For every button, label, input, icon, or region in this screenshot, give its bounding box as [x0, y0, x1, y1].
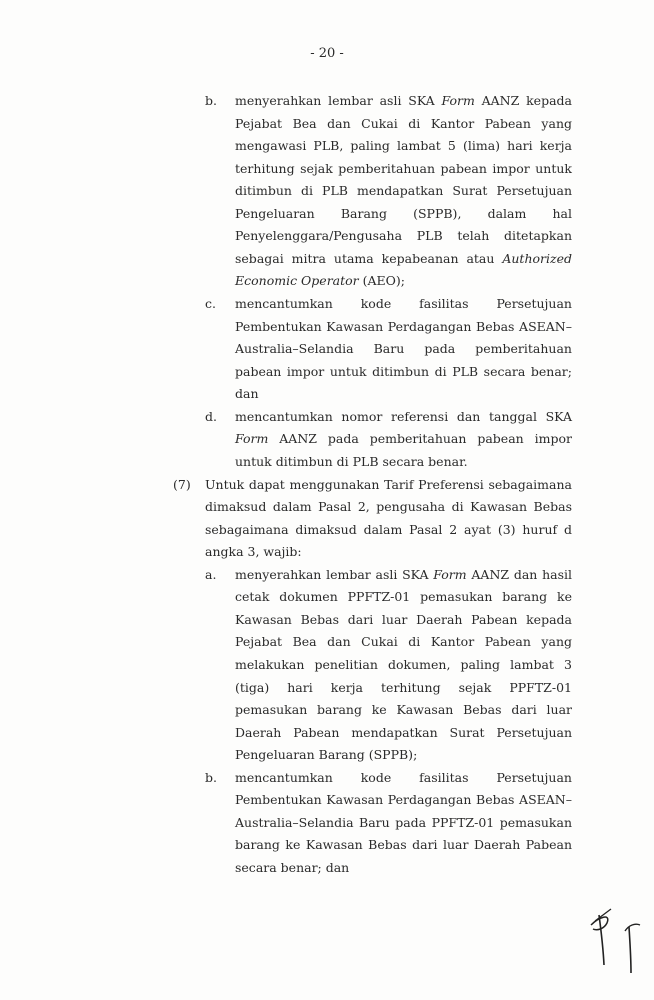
text-segment: menyerahkan lembar asli SKA — [235, 566, 434, 582]
text-segment: melakukan penelitian dokumen, paling lambat 3 — [235, 657, 572, 672]
text-line — [235, 113, 572, 136]
text-line — [235, 338, 572, 361]
text-line — [235, 316, 572, 339]
text-line — [235, 270, 572, 293]
text-line — [235, 699, 572, 722]
text-segment: (AEO); — [358, 273, 405, 289]
text-line — [235, 406, 572, 429]
text-segment: mencantumkan kode fasilitas Persetujuan — [235, 769, 572, 785]
text-line — [235, 857, 572, 880]
text-line — [235, 812, 572, 835]
item-label: b. — [205, 769, 217, 785]
text-line — [235, 158, 572, 181]
text-line — [235, 744, 572, 767]
text-segment: Pengeluaran Barang (SPPB); — [235, 747, 418, 763]
text-segment: untuk ditimbun di PLB secara benar. — [235, 453, 468, 469]
text-segment: angka 3, wajib: — [205, 544, 302, 560]
text-segment: Australia–Selandia Baru pada PPFTZ-01 pemasukan — [235, 814, 572, 830]
text-line — [235, 654, 572, 677]
text-segment: AANZ dan hasil — [466, 566, 572, 582]
text-segment: terhitung sejak pemberitahuan pabean impor untuk — [235, 160, 572, 176]
text-line — [235, 90, 572, 113]
italic-text: Form — [433, 566, 467, 582]
text-segment: AANZ kepada — [474, 93, 572, 108]
text-segment: sebagai mitra utama kepabeanan atau — [235, 250, 503, 266]
text-segment: pemasukan barang ke Kawasan Bebas dari luar — [235, 702, 572, 718]
text-segment: Daerah Pabean mendapatkan Surat Persetujuan — [235, 724, 572, 740]
text-segment: dan — [235, 386, 259, 402]
text-segment: Pejabat Bea dan Cukai di Kantor Pabean yang — [235, 115, 572, 131]
text-line — [235, 293, 572, 316]
text-segment: secara benar; dan — [235, 860, 350, 876]
text-line — [235, 631, 572, 654]
text-segment: menyerahkan lembar asli SKA — [235, 93, 442, 108]
text-segment: Australia–Selandia Baru pada pemberitahuan — [235, 341, 572, 357]
text-line — [235, 383, 572, 406]
text-line — [235, 564, 572, 587]
text-line — [235, 609, 572, 632]
item-label: d. — [205, 408, 217, 424]
text-segment: AANZ pada pemberitahuan pabean impor — [268, 431, 572, 447]
item-label: (7) — [173, 476, 191, 492]
text-line — [235, 677, 572, 700]
text-line — [235, 203, 572, 226]
text-segment: Pejabat Bea dan Cukai di Kantor Pabean yang — [235, 634, 572, 650]
text-segment: cetak dokumen PPFTZ-01 pemasukan barang ke — [235, 589, 572, 605]
text-line — [235, 722, 572, 745]
text-segment: sebagaimana dimaksud dalam Pasal 2 ayat (3) huruf d — [205, 521, 572, 537]
text-line — [235, 225, 572, 248]
text-line — [235, 248, 572, 271]
item-label: b. — [205, 93, 217, 108]
text-segment: Kawasan Bebas dari luar Daerah Pabean kepada — [235, 611, 572, 627]
text-segment: mengawasi PLB, paling lambat 5 (lima) hari kerja — [235, 138, 572, 154]
text-line — [235, 361, 572, 384]
italic-text: Form — [235, 431, 269, 447]
text-segment: mencantumkan kode fasilitas Persetujuan — [235, 296, 572, 312]
item-label: c. — [205, 296, 216, 312]
text-segment: Untuk dapat menggunakan Tarif Preferensi sebagaimana — [205, 476, 572, 492]
text-line — [235, 767, 572, 790]
text-line — [205, 541, 572, 564]
italic-text: Form — [441, 93, 475, 108]
text-segment: (tiga) hari kerja terhitung sejak PPFTZ-01 — [235, 679, 572, 695]
italic-text: Authorized — [502, 250, 572, 266]
text-line — [235, 135, 572, 158]
text-segment: barang ke Kawasan Bebas dari luar Daerah Pabean — [235, 837, 572, 853]
text-segment: dimaksud dalam Pasal 2, pengusaha di Kawasan Bebas — [205, 499, 572, 515]
text-line — [235, 789, 572, 812]
text-segment: ditimbun di PLB mendapatkan Surat Persetujuan — [235, 183, 572, 199]
text-line — [205, 519, 572, 542]
text-line — [235, 180, 572, 203]
text-segment: pabean impor untuk ditimbun di PLB secara benar; — [235, 363, 572, 379]
text-segment: mencantumkan nomor referensi dan tanggal SKA — [235, 408, 572, 424]
text-line — [235, 451, 572, 474]
text-line — [205, 474, 572, 497]
text-line — [235, 428, 572, 451]
text-segment: Pembentukan Kawasan Perdagangan Bebas ASEAN– — [235, 318, 572, 334]
text-segment: Pembentukan Kawasan Perdagangan Bebas ASEAN– — [235, 792, 572, 808]
page-number: - 20 - — [310, 46, 344, 61]
text-line — [235, 586, 572, 609]
text-line — [205, 496, 572, 519]
italic-text: Economic Operator — [235, 273, 359, 289]
text-segment: Pengeluaran Barang (SPPB), dalam hal — [235, 205, 572, 221]
text-line — [235, 834, 572, 857]
item-label: a. — [205, 566, 217, 582]
initials-signature — [585, 895, 654, 975]
text-segment: Penyelenggara/Pengusaha PLB telah ditetapkan — [235, 228, 572, 244]
